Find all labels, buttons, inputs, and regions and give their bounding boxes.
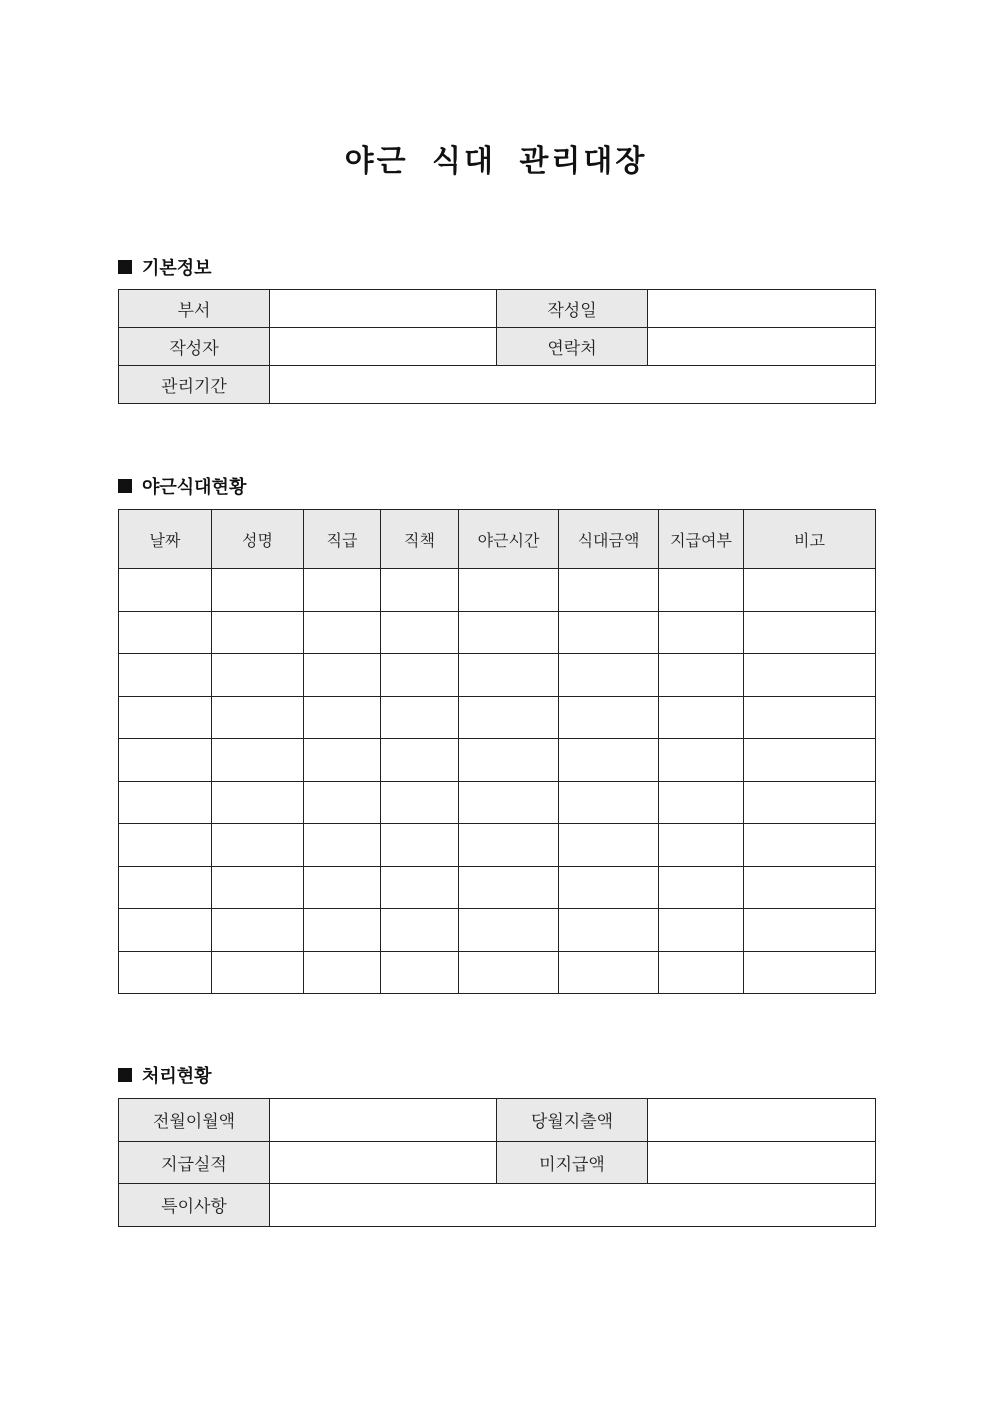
table-row	[119, 781, 876, 824]
author-label: 작성자	[119, 328, 270, 366]
table-row	[119, 866, 876, 909]
cell-position[interactable]	[381, 866, 459, 909]
unpaid-field[interactable]	[648, 1141, 876, 1184]
cell-name[interactable]	[212, 781, 304, 824]
cell-meal-amount[interactable]	[559, 824, 659, 867]
dept-field[interactable]	[270, 290, 497, 328]
cell-remarks[interactable]	[744, 739, 876, 782]
cell-remarks[interactable]	[744, 569, 876, 612]
cell-paid-status[interactable]	[659, 654, 744, 697]
cell-meal-amount[interactable]	[559, 739, 659, 782]
cell-rank[interactable]	[304, 739, 381, 782]
cell-name[interactable]	[212, 866, 304, 909]
square-bullet-icon	[118, 260, 132, 274]
col-header-meal-amount: 식대금액	[559, 510, 659, 569]
section-processing-title: 처리현황	[142, 1066, 212, 1087]
paid-label: 지급실적	[119, 1141, 270, 1184]
table-row	[119, 1184, 876, 1227]
table-row	[119, 290, 876, 328]
section-basic-title: 기본정보	[142, 258, 212, 279]
cell-remarks[interactable]	[744, 696, 876, 739]
date-label: 작성일	[497, 290, 648, 328]
cell-position[interactable]	[381, 951, 459, 994]
cell-date[interactable]	[119, 909, 212, 952]
unpaid-label: 미지급액	[497, 1141, 648, 1184]
cell-name[interactable]	[212, 739, 304, 782]
cell-date[interactable]	[119, 781, 212, 824]
cell-meal-amount[interactable]	[559, 951, 659, 994]
cell-name[interactable]	[212, 611, 304, 654]
cell-overtime-hours[interactable]	[459, 951, 559, 994]
cell-overtime-hours[interactable]	[459, 569, 559, 612]
cell-position[interactable]	[381, 909, 459, 952]
period-label: 관리기간	[119, 366, 270, 404]
cell-meal-amount[interactable]	[559, 696, 659, 739]
overtime-meal-table	[118, 509, 876, 994]
cell-date[interactable]	[119, 866, 212, 909]
period-field[interactable]	[270, 366, 876, 404]
section-status-heading	[118, 473, 246, 499]
basic-info-table	[118, 289, 876, 404]
dept-label: 부서	[119, 290, 270, 328]
cell-position[interactable]	[381, 739, 459, 782]
contact-field[interactable]	[648, 328, 876, 366]
cell-rank[interactable]	[304, 569, 381, 612]
cell-paid-status[interactable]	[659, 569, 744, 612]
cell-name[interactable]	[212, 654, 304, 697]
date-field[interactable]	[648, 290, 876, 328]
cell-overtime-hours[interactable]	[459, 824, 559, 867]
cell-position[interactable]	[381, 654, 459, 697]
cell-paid-status[interactable]	[659, 866, 744, 909]
table-row	[119, 654, 876, 697]
cell-overtime-hours[interactable]	[459, 909, 559, 952]
cell-rank[interactable]	[304, 866, 381, 909]
col-header-overtime-hours: 야근시간	[459, 510, 559, 569]
cell-rank[interactable]	[304, 909, 381, 952]
remarks-field[interactable]	[270, 1184, 876, 1227]
monthly-expense-field[interactable]	[648, 1099, 876, 1142]
cell-name[interactable]	[212, 569, 304, 612]
cell-rank[interactable]	[304, 696, 381, 739]
table-row	[119, 1099, 876, 1142]
table-row	[119, 951, 876, 994]
cell-date[interactable]	[119, 824, 212, 867]
cell-meal-amount[interactable]	[559, 781, 659, 824]
table-row	[119, 824, 876, 867]
col-header-paid-status: 지급여부	[659, 510, 744, 569]
cell-paid-status[interactable]	[659, 611, 744, 654]
col-header-rank: 직급	[304, 510, 381, 569]
cell-meal-amount[interactable]	[559, 569, 659, 612]
cell-position[interactable]	[381, 696, 459, 739]
contact-label: 연락처	[497, 328, 648, 366]
monthly-expense-label: 당월지출액	[497, 1099, 648, 1142]
cell-name[interactable]	[212, 824, 304, 867]
carryover-label: 전월이월액	[119, 1099, 270, 1142]
table-row	[119, 611, 876, 654]
table-row	[119, 1141, 876, 1184]
processing-table	[118, 1098, 876, 1227]
cell-position[interactable]	[381, 611, 459, 654]
cell-rank[interactable]	[304, 824, 381, 867]
cell-date[interactable]	[119, 739, 212, 782]
cell-position[interactable]	[381, 781, 459, 824]
col-header-remarks: 비고	[744, 510, 876, 569]
cell-date[interactable]	[119, 696, 212, 739]
section-processing-heading	[118, 1062, 212, 1088]
square-bullet-icon	[118, 479, 132, 493]
cell-overtime-hours[interactable]	[459, 611, 559, 654]
cell-date[interactable]	[119, 611, 212, 654]
cell-remarks[interactable]	[744, 951, 876, 994]
cell-position[interactable]	[381, 569, 459, 612]
cell-paid-status[interactable]	[659, 909, 744, 952]
author-field[interactable]	[270, 328, 497, 366]
cell-meal-amount[interactable]	[559, 611, 659, 654]
carryover-field[interactable]	[270, 1099, 497, 1142]
cell-name[interactable]	[212, 696, 304, 739]
col-header-position: 직책	[381, 510, 459, 569]
cell-remarks[interactable]	[744, 909, 876, 952]
table-row	[119, 909, 876, 952]
col-header-name: 성명	[212, 510, 304, 569]
cell-remarks[interactable]	[744, 824, 876, 867]
table-row	[119, 569, 876, 612]
square-bullet-icon	[118, 1068, 132, 1082]
section-status-title: 야근식대현황	[142, 477, 247, 498]
col-header-date: 날짜	[119, 510, 212, 569]
cell-overtime-hours[interactable]	[459, 739, 559, 782]
cell-paid-status[interactable]	[659, 781, 744, 824]
cell-overtime-hours[interactable]	[459, 866, 559, 909]
cell-overtime-hours[interactable]	[459, 781, 559, 824]
cell-overtime-hours[interactable]	[459, 654, 559, 697]
cell-name[interactable]	[212, 951, 304, 994]
cell-remarks[interactable]	[744, 866, 876, 909]
cell-paid-status[interactable]	[659, 739, 744, 782]
cell-remarks[interactable]	[744, 781, 876, 824]
cell-remarks[interactable]	[744, 611, 876, 654]
cell-name[interactable]	[212, 909, 304, 952]
paid-field[interactable]	[270, 1141, 497, 1184]
cell-remarks[interactable]	[744, 654, 876, 697]
section-basic-heading	[118, 254, 212, 280]
cell-overtime-hours[interactable]	[459, 696, 559, 739]
cell-date[interactable]	[119, 569, 212, 612]
cell-meal-amount[interactable]	[559, 654, 659, 697]
table-row	[119, 328, 876, 366]
remarks-label: 특이사항	[119, 1184, 270, 1227]
table-row	[119, 739, 876, 782]
cell-rank[interactable]	[304, 781, 381, 824]
table-row	[119, 366, 876, 404]
cell-rank[interactable]	[304, 654, 381, 697]
document-title: 야근 식대 관리대장	[344, 144, 648, 179]
cell-date[interactable]	[119, 951, 212, 994]
cell-position[interactable]	[381, 824, 459, 867]
cell-rank[interactable]	[304, 611, 381, 654]
cell-paid-status[interactable]	[659, 951, 744, 994]
cell-meal-amount[interactable]	[559, 866, 659, 909]
cell-paid-status[interactable]	[659, 696, 744, 739]
cell-paid-status[interactable]	[659, 824, 744, 867]
table-row	[119, 696, 876, 739]
cell-rank[interactable]	[304, 951, 381, 994]
cell-meal-amount[interactable]	[559, 909, 659, 952]
table-header-row	[119, 510, 876, 569]
cell-date[interactable]	[119, 654, 212, 697]
